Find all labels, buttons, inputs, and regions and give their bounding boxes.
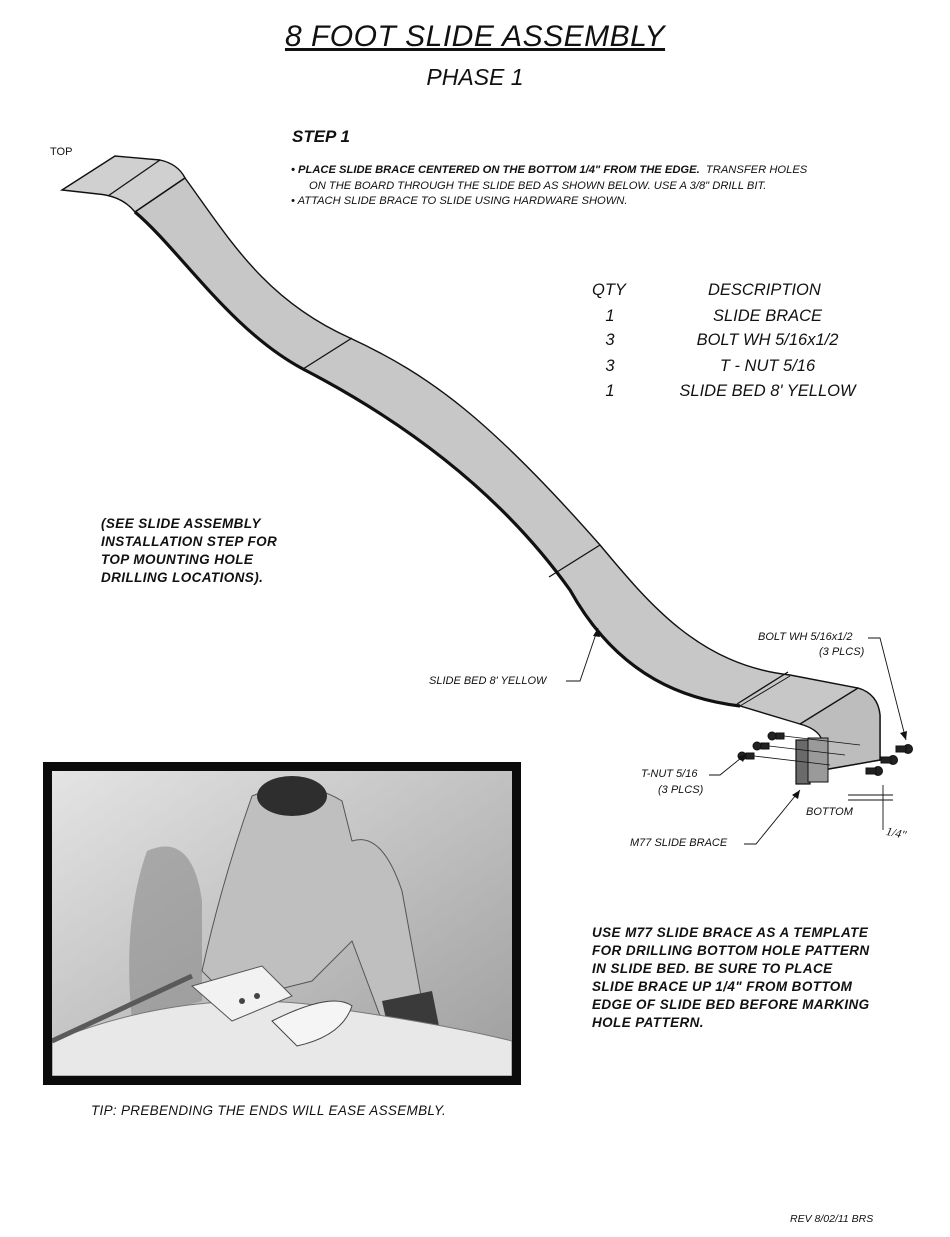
description-header: DESCRIPTION [708, 281, 821, 299]
table-row-desc: SLIDE BED 8' YELLOW [679, 382, 856, 400]
step-heading: STEP 1 [292, 127, 350, 146]
qty-header: QTY [592, 281, 626, 299]
table-row-desc: SLIDE BRACE [712, 307, 823, 325]
instruction-1-bold: • PLACE SLIDE BRACE CENTERED ON THE BOTTOM 1/4" FROM THE EDGE. [291, 164, 700, 176]
quarter-inch-label: 1/4" [884, 824, 908, 842]
template-note [592, 924, 870, 1032]
tip-text: TIP: PREBENDING THE ENDS WILL EASE ASSEMBLY. [91, 1103, 447, 1118]
note-line: SLIDE BRACE UP 1/4" FROM BOTTOM [592, 979, 853, 994]
table-row-qty: 1 [605, 382, 615, 400]
see-assembly-note [101, 515, 277, 587]
note-line: FOR DRILLING BOTTOM HOLE PATTERN [592, 943, 870, 958]
table-row-qty: 1 [605, 307, 615, 325]
note-line: HOLE PATTERN. [592, 1015, 704, 1030]
step-instructions [291, 163, 807, 210]
table-row-qty: 3 [605, 331, 615, 349]
photo-illustration [52, 771, 512, 1076]
note-line: EDGE OF SLIDE BED BEFORE MARKING [592, 997, 870, 1012]
note-line: IN SLIDE BED. BE SURE TO PLACE [592, 961, 833, 976]
bolt-count-label: (3 PLCS) [819, 646, 865, 658]
brace-label: M77 SLIDE BRACE [630, 837, 728, 849]
note-line: USE M77 SLIDE BRACE AS A TEMPLATE [592, 925, 869, 940]
note-line: (SEE SLIDE ASSEMBLY [101, 516, 261, 531]
page-subtitle: PHASE 1 [426, 64, 524, 90]
page-title: 8 FOOT SLIDE ASSEMBLY [284, 20, 666, 53]
note-line: DRILLING LOCATIONS). [101, 570, 264, 585]
top-label: TOP [50, 146, 73, 158]
revision-label: REV 8/02/11 BRS [790, 1213, 874, 1225]
note-line: INSTALLATION STEP FOR [101, 534, 278, 549]
instruction-2: ON THE BOARD THROUGH THE SLIDE BED AS SHOWN BELOW. USE A 3/8" DRILL BIT. [309, 179, 767, 192]
bolt-label: BOLT WH 5/16x1/2 [758, 631, 853, 643]
assembly-photo [43, 762, 521, 1085]
slide-bed-label: SLIDE BED 8' YELLOW [429, 675, 547, 687]
table-row-desc: T - NUT 5/16 [719, 357, 816, 375]
table-row-desc: BOLT WH 5/16x1/2 [696, 331, 839, 349]
tnut-label: T-NUT 5/16 [641, 768, 698, 780]
table-row-qty: 3 [605, 357, 615, 375]
instruction-3: • ATTACH SLIDE BRACE TO SLIDE USING HARDWARE SHOWN. [291, 195, 628, 207]
bottom-label: BOTTOM [806, 806, 853, 818]
instruction-1-rest: TRANSFER HOLES [699, 164, 808, 176]
tnut-count-label: (3 PLCS) [658, 784, 704, 796]
note-line: TOP MOUNTING HOLE [101, 552, 254, 567]
